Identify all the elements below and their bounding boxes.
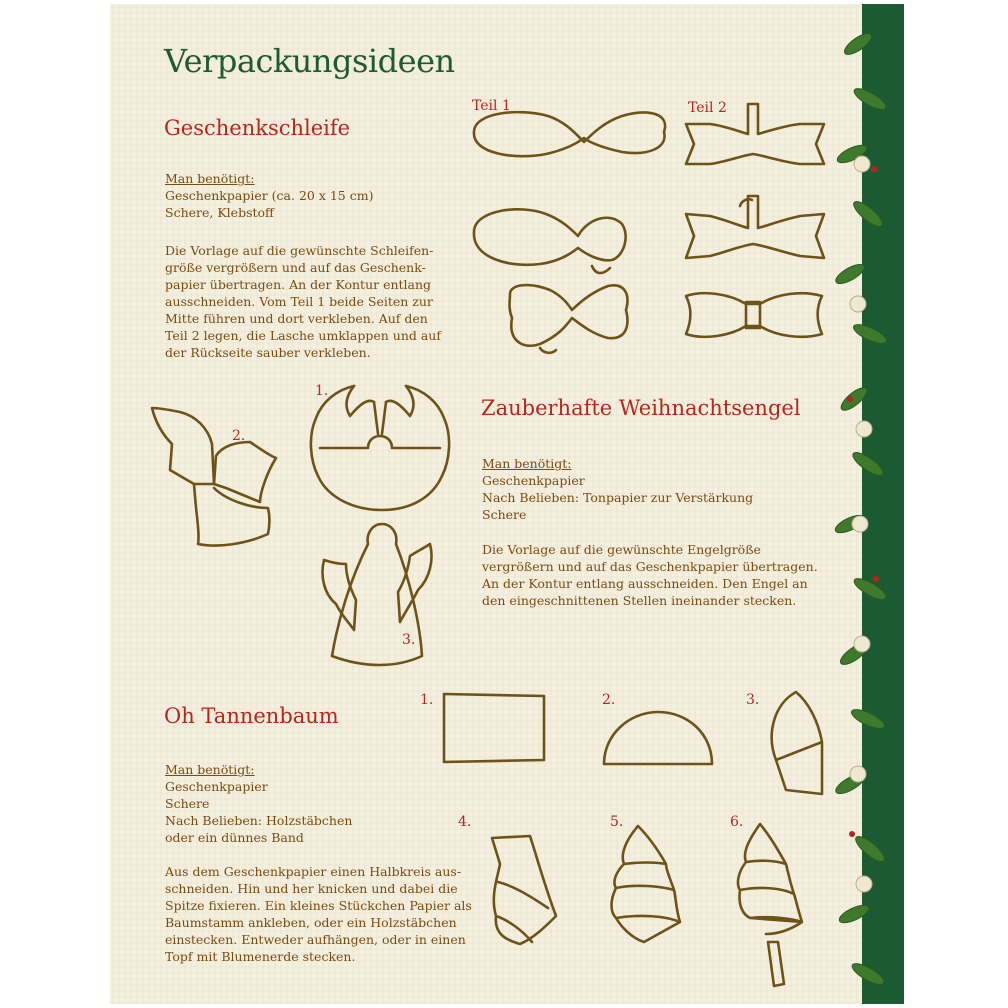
tree-step1-rectangle xyxy=(444,694,544,762)
part1-label: Teil 1 xyxy=(472,98,511,114)
angel-step1-label: 1. xyxy=(315,383,329,399)
instructions-tannenbaum: Aus dem Geschenkpapier einen Halbkreis aus- schneiden. Hin und her knicken und dabei die Spitze fixieren. Ein kleines Stückchen Papier als Baumstamm ankleben, oder ein Holzstäbchen einstecken. Entweder aufhängen, oder in einen Topf mit Blumenerde stecken. xyxy=(165,864,472,964)
needs-label-schleife: Man benötigt: xyxy=(165,171,255,186)
tree-diagrams xyxy=(110,4,904,1004)
tree-step6-label: 6. xyxy=(730,814,744,830)
section-heading-engel: Zauberhafte Weihnachtsengel xyxy=(481,396,801,420)
instructions-engel: Die Vorlage auf die gewünschte Engelgröße vergrößern und auf das Geschenkpapier übertragen. An der Kontur entlang ausschneiden. Den Engel an den eingeschnittenen Stellen ineinander stecken. xyxy=(482,542,818,608)
tree-step1-label: 1. xyxy=(420,692,434,708)
materials-schleife: Geschenkpapier (ca. 20 x 15 cm) Schere, Klebstoff xyxy=(165,188,374,220)
tree-step2-label: 2. xyxy=(602,692,616,708)
book-page xyxy=(110,4,904,1004)
tree-step3-label: 3. xyxy=(746,692,760,708)
angel-step3-label: 3. xyxy=(402,632,416,648)
needs-label-engel: Man benötigt: xyxy=(482,456,572,471)
tree-step5-tree xyxy=(612,826,681,942)
instructions-schleife: Die Vorlage auf die gewünschte Schleifen- größe vergrößern und auf das Geschenk- papier übertragen. An der Kontur entlang ausschneiden. Vom Teil 1 beide Seiten zur Mitte führen und dort verkleben. Auf den Teil 2 legen, die Lasche umklappen und auf der Rückseite sauber verkleben. xyxy=(165,243,441,360)
tree-step6-trunk xyxy=(768,942,784,986)
tree-step5-label: 5. xyxy=(610,814,624,830)
page-title: Verpackungsideen xyxy=(164,42,455,80)
part2-label: Teil 2 xyxy=(688,100,727,116)
tree-step4-folded xyxy=(492,836,556,944)
angel-step2-label: 2. xyxy=(232,428,246,444)
tree-step4-label: 4. xyxy=(458,814,472,830)
section-heading-schleife: Geschenkschleife xyxy=(164,116,351,140)
tree-step2-halfcircle xyxy=(604,712,712,764)
needs-label-tannenbaum: Man benötigt: xyxy=(165,762,255,777)
tree-step6-tree xyxy=(738,824,802,934)
materials-engel: Geschenkpapier Nach Belieben: Tonpapier zur Verstärkung Schere xyxy=(482,473,754,522)
tree-step3-folded xyxy=(772,692,822,794)
materials-tannenbaum: Geschenkpapier Schere Nach Belieben: Holzstäbchen oder ein dünnes Band xyxy=(165,779,353,845)
section-heading-tannenbaum: Oh Tannenbaum xyxy=(164,704,339,728)
